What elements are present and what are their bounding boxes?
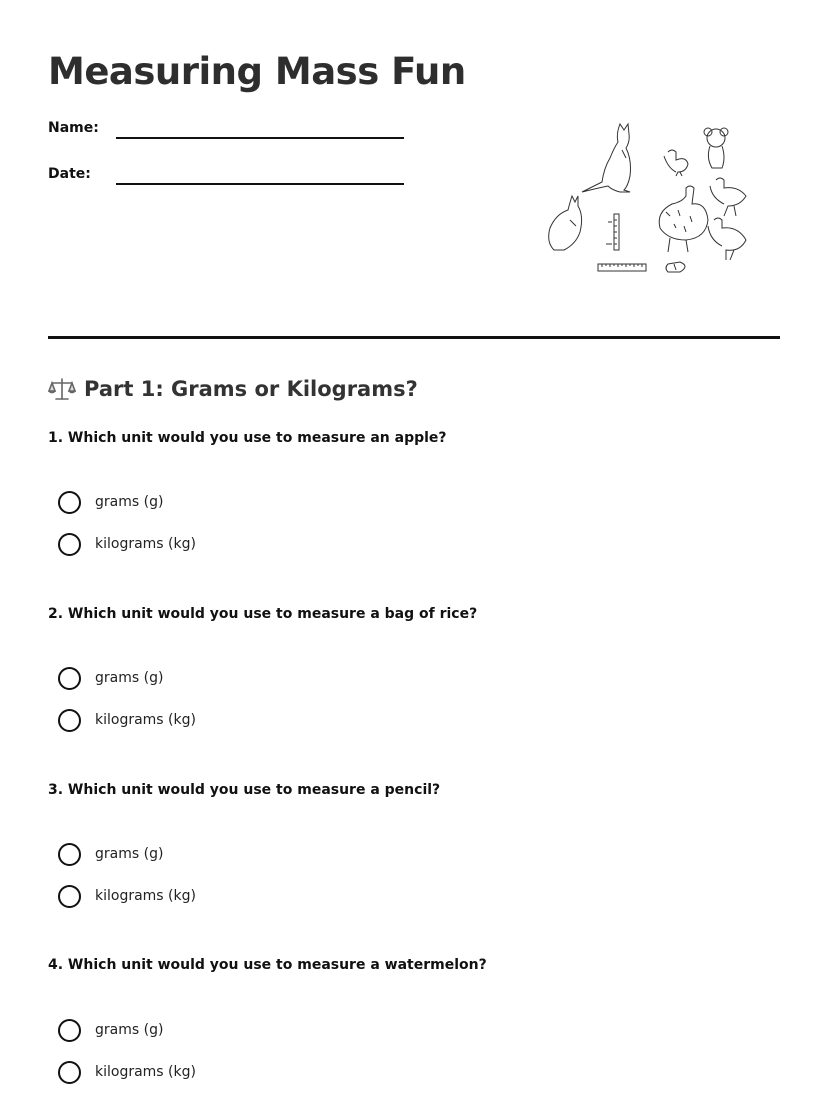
question-text: 3. Which unit would you use to measure a pencil?	[48, 782, 441, 798]
option-kilograms[interactable]	[58, 883, 196, 909]
wallaby-icon	[549, 196, 582, 250]
koala-icon	[704, 128, 728, 168]
option-kilograms[interactable]	[58, 707, 196, 733]
name-label: Name:	[48, 120, 99, 136]
radio-button[interactable]	[58, 843, 81, 866]
question-text: 1. Which unit would you use to measure an apple?	[48, 430, 447, 446]
section-heading	[48, 372, 418, 406]
option-kilograms[interactable]	[58, 531, 196, 557]
option-label: kilograms (kg)	[95, 712, 196, 728]
measuring-stick-icon	[606, 214, 619, 250]
option-label: grams (g)	[95, 1022, 164, 1038]
australian-animals-illustration	[540, 116, 760, 284]
emu-chick-icon	[664, 150, 688, 176]
radio-button[interactable]	[58, 667, 81, 690]
emu-icon	[659, 186, 708, 252]
section-divider	[48, 336, 780, 339]
option-label: grams (g)	[95, 494, 164, 510]
option-grams[interactable]	[58, 841, 163, 867]
radio-button[interactable]	[58, 709, 81, 732]
radio-button[interactable]	[58, 533, 81, 556]
question-text: 2. Which unit would you use to measure a bag of rice?	[48, 606, 478, 622]
name-field	[48, 116, 408, 146]
option-label: grams (g)	[95, 670, 164, 686]
date-line[interactable]	[116, 183, 404, 185]
ruler-icon	[598, 264, 646, 271]
option-kilograms[interactable]	[58, 1059, 196, 1085]
date-label: Date:	[48, 166, 91, 182]
option-grams[interactable]	[58, 665, 163, 691]
pencil-sharpener-icon	[666, 262, 685, 272]
date-field	[48, 162, 408, 192]
small-emu-icon	[710, 178, 746, 216]
section-title: Part 1: Grams or Kilograms?	[84, 377, 418, 401]
page-title: Measuring Mass Fun	[48, 50, 466, 93]
option-grams[interactable]	[58, 1017, 163, 1043]
radio-button[interactable]	[58, 1061, 81, 1084]
option-label: kilograms (kg)	[95, 536, 196, 552]
option-label: kilograms (kg)	[95, 888, 196, 904]
question-text: 4. Which unit would you use to measure a watermelon?	[48, 957, 487, 973]
option-grams[interactable]	[58, 489, 163, 515]
option-label: grams (g)	[95, 846, 164, 862]
radio-button[interactable]	[58, 1019, 81, 1042]
balance-scale-icon	[48, 375, 76, 403]
radio-button[interactable]	[58, 885, 81, 908]
option-label: kilograms (kg)	[95, 1064, 196, 1080]
walking-emu-icon	[708, 218, 746, 260]
name-line[interactable]	[116, 137, 404, 139]
kangaroo-icon	[582, 124, 631, 192]
radio-button[interactable]	[58, 491, 81, 514]
